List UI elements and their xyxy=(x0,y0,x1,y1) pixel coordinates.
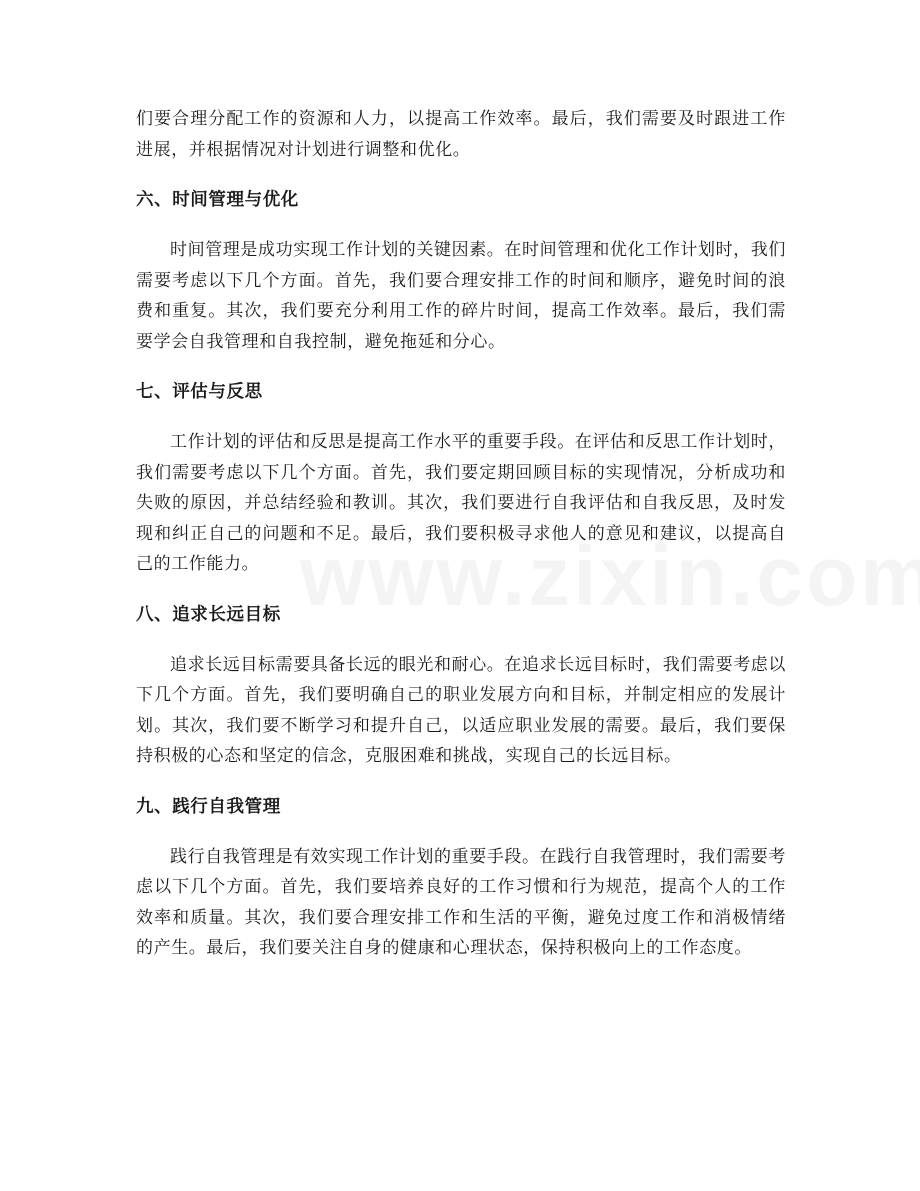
section-body-9: 践行自我管理是有效实现工作计划的重要手段。在践行自我管理时，我们需要考虑以下几个方面。首先，我们要培养良好的工作习惯和行为规范，提高个人的工作效率和质量。其次，我们要合理安排工作和生活的平衡，避免过度工作和消极情绪的产生。最后，我们要关注自身的健康和心理状态，保持积极向上的工作态度。 xyxy=(136,846,786,958)
section-heading-9: 九、践行自我管理 xyxy=(136,796,281,817)
section-heading-8: 八、追求长远目标 xyxy=(136,604,281,625)
section-heading-7: 七、评估与反思 xyxy=(136,382,263,402)
intro-paragraph: 们要合理分配工作的资源和人力，以提高工作效率。最后，我们需要及时跟进工作进展，并根据情况对计划进行调整和优化。 xyxy=(136,109,786,160)
section-body-6: 时间管理是成功实现工作计划的关键因素。在时间管理和优化工作计划时，我们需要考虑以下几个方面。首先，我们要合理安排工作的时间和顺序，避免时间的浪费和重复。其次，我们要充分利用工作的碎片时间，提高工作效率。最后，我们需要学会自我管理和自我控制，避免拖延和分心。 xyxy=(136,240,786,352)
section-body-8: 追求长远目标需要具备长远的眼光和耐心。在追求长远目标时，我们需要考虑以下几个方面。首先，我们要明确自己的职业发展方向和目标，并制定相应的发展计划。其次，我们要不断学习和提升自己，以适应职业发展的需要。最后，我们要保持积极的心态和坚定的信念，克服困难和挑战，实现自己的长远目标。 xyxy=(136,654,786,766)
document-page xyxy=(136,104,786,964)
section-heading-6: 六、时间管理与优化 xyxy=(136,190,299,210)
section-body-7: 工作计划的评估和反思是提高工作水平的重要手段。在评估和反思工作计划时，我们需要考虑以下几个方面。首先，我们要定期回顾目标的实现情况，分析成功和失败的原因，并总结经验和教训。其次，我们要进行自我评估和自我反思，及时发现和纠正自己的问题和不足。最后，我们要积极寻求他人的意见和建议，以提高自己的工作能力。 xyxy=(136,432,786,574)
